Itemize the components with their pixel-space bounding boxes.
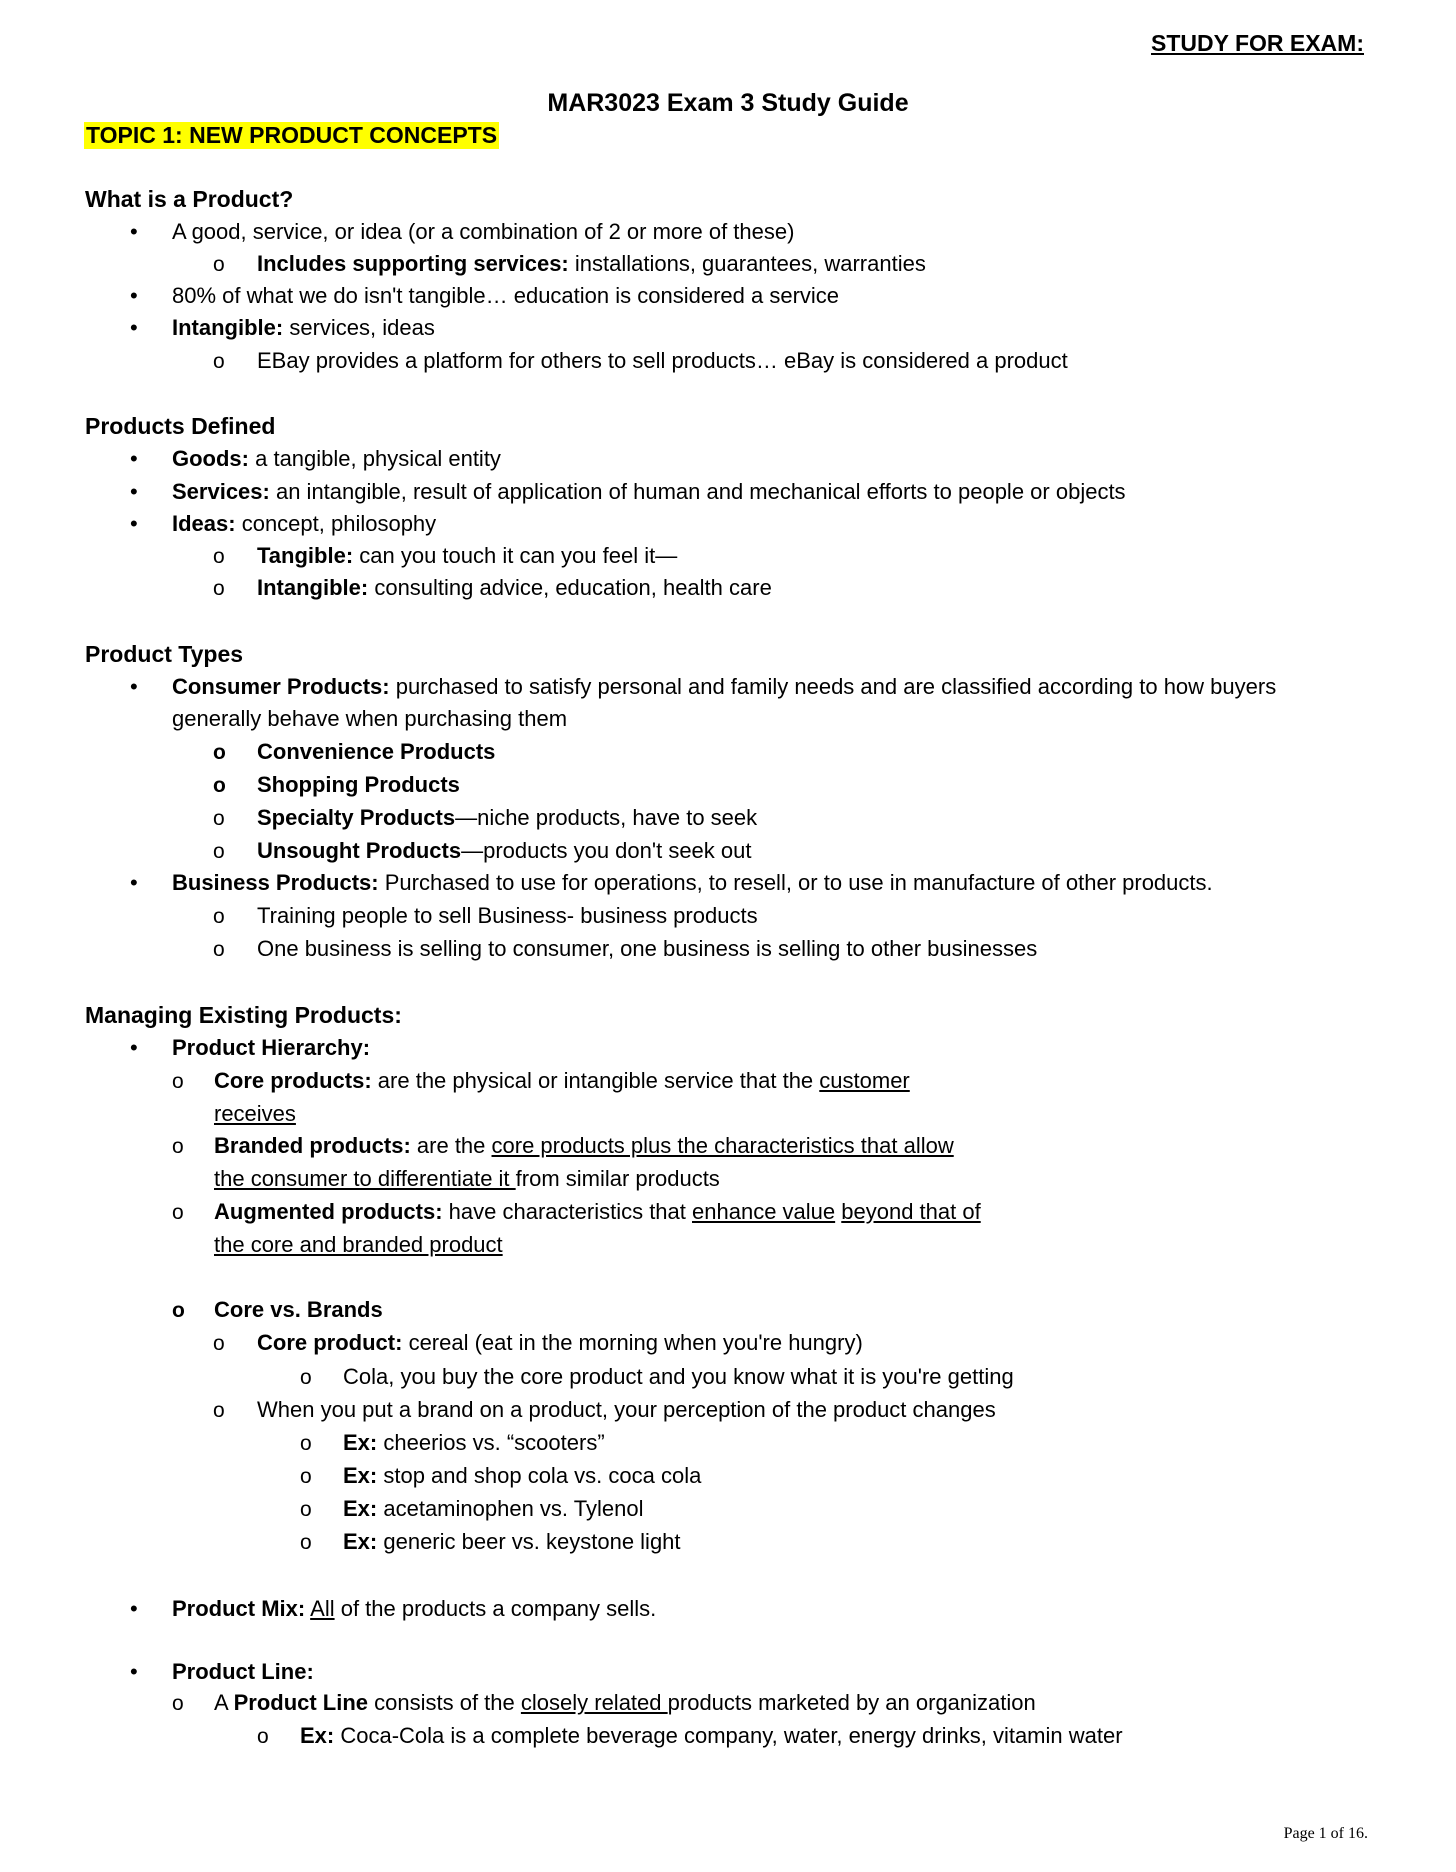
section-heading-products-defined: Products Defined [85, 413, 276, 439]
list-item: Ex: generic beer vs. keystone light [343, 1529, 681, 1554]
list-item-continuation: the core and branded product [214, 1232, 503, 1257]
circle-bullet-icon [300, 1527, 312, 1558]
list-item: A good, service, or idea (or a combination of 2 or more of these) [172, 219, 795, 244]
list-item: Tangible: can you touch it can you feel it— [257, 543, 678, 568]
list-item: Ex: cheerios vs. “scooters” [343, 1430, 605, 1455]
list-item: Ex: acetaminophen vs. Tylenol [343, 1496, 644, 1521]
circle-bullet-icon [213, 1328, 225, 1359]
circle-bullet-icon [213, 573, 225, 604]
list-item: One business is selling to consumer, one business is selling to other businesses [257, 936, 1038, 961]
list-item-continuation: receives [214, 1101, 296, 1126]
list-item: Augmented products: have characteristics that enhance value beyond that of [214, 1199, 981, 1224]
circle-bullet-icon [213, 541, 225, 572]
circle-bullet-icon [300, 1428, 312, 1459]
list-item: Core product: cereal (eat in the morning when you're hungry) [257, 1330, 863, 1355]
bullet-icon [130, 477, 138, 507]
bullet-icon [130, 868, 138, 898]
list-item: Product Hierarchy: [172, 1035, 371, 1060]
bullet-icon [130, 1594, 138, 1624]
bullet-icon [130, 217, 138, 247]
bullet-icon [130, 672, 138, 702]
page-number: Page 1 of 16. [1283, 1825, 1368, 1842]
list-item-continuation: generally behave when purchasing them [172, 706, 568, 731]
list-item: Core products: are the physical or intangible service that the customer [214, 1068, 910, 1093]
list-item: Services: an intangible, result of application of human and mechanical efforts to people or objects [172, 479, 1126, 504]
circle-bullet-icon [172, 1295, 185, 1326]
list-item: Intangible: services, ideas [172, 315, 435, 340]
list-item-continuation: the consumer to differentiate it from similar products [214, 1166, 720, 1191]
circle-bullet-icon [213, 249, 225, 280]
list-item: Ideas: concept, philosophy [172, 511, 437, 536]
list-item: Shopping Products [257, 772, 460, 797]
circle-bullet-icon [213, 901, 225, 932]
list-item: Core vs. Brands [214, 1297, 383, 1322]
circle-bullet-icon [172, 1066, 184, 1097]
section-heading-what-is-product: What is a Product? [85, 186, 294, 212]
circle-bullet-icon [213, 836, 225, 867]
circle-bullet-icon [172, 1688, 184, 1719]
list-item: Convenience Products [257, 739, 496, 764]
bullet-icon [130, 1657, 138, 1687]
section-heading-product-types: Product Types [85, 641, 244, 667]
bullet-icon [130, 1033, 138, 1063]
list-item: EBay provides a platform for others to sell products… eBay is considered a product [257, 348, 1068, 373]
bullet-icon [130, 509, 138, 539]
bullet-icon [130, 281, 138, 311]
list-item: Ex: stop and shop cola vs. coca cola [343, 1463, 702, 1488]
list-item: Specialty Products—niche products, have to seek [257, 805, 758, 830]
circle-bullet-icon [172, 1131, 184, 1162]
list-item: 80% of what we do isn't tangible… education is considered a service [172, 283, 840, 308]
list-item: Branded products: are the core products plus the characteristics that allow [214, 1133, 954, 1158]
list-item: Business Products: Purchased to use for operations, to resell, or to use in manufacture of other products. [172, 870, 1213, 895]
circle-bullet-icon [172, 1197, 184, 1228]
list-item: Product Line: [172, 1659, 314, 1684]
list-item: Goods: a tangible, physical entity [172, 446, 501, 471]
circle-bullet-icon [300, 1362, 312, 1393]
study-for-exam-label: STUDY FOR EXAM: [1151, 30, 1364, 56]
list-item: Ex: Coca-Cola is a complete beverage company, water, energy drinks, vitamin water [300, 1723, 1123, 1748]
circle-bullet-icon [300, 1461, 312, 1492]
list-item: When you put a brand on a product, your perception of the product changes [257, 1397, 996, 1422]
list-item: Training people to sell Business- business products [257, 903, 758, 928]
circle-bullet-icon [257, 1721, 269, 1752]
section-heading-managing-existing-products: Managing Existing Products: [85, 1002, 402, 1028]
topic-heading: TOPIC 1: NEW PRODUCT CONCEPTS [86, 122, 498, 148]
list-item: Intangible: consulting advice, education, health care [257, 575, 772, 600]
circle-bullet-icon [213, 803, 225, 834]
bullet-icon [130, 313, 138, 343]
page-title: MAR3023 Exam 3 Study Guide [547, 89, 909, 117]
circle-bullet-icon [213, 346, 225, 377]
list-item: Includes supporting services: installations, guarantees, warranties [257, 251, 926, 276]
list-item: Cola, you buy the core product and you know what it is you're getting [343, 1364, 1014, 1389]
circle-bullet-icon [300, 1494, 312, 1525]
circle-bullet-icon [213, 1395, 225, 1426]
circle-bullet-icon [213, 737, 226, 768]
list-item: A Product Line consists of the closely related products marketed by an organization [214, 1690, 1036, 1715]
list-item: Product Mix: All of the products a company sells. [172, 1596, 657, 1621]
list-item: Unsought Products—products you don't seek out [257, 838, 752, 863]
circle-bullet-icon [213, 770, 226, 801]
list-item: Consumer Products: purchased to satisfy personal and family needs and are classified according to how buyers [172, 674, 1277, 699]
bullet-icon [130, 444, 138, 474]
circle-bullet-icon [213, 934, 225, 965]
